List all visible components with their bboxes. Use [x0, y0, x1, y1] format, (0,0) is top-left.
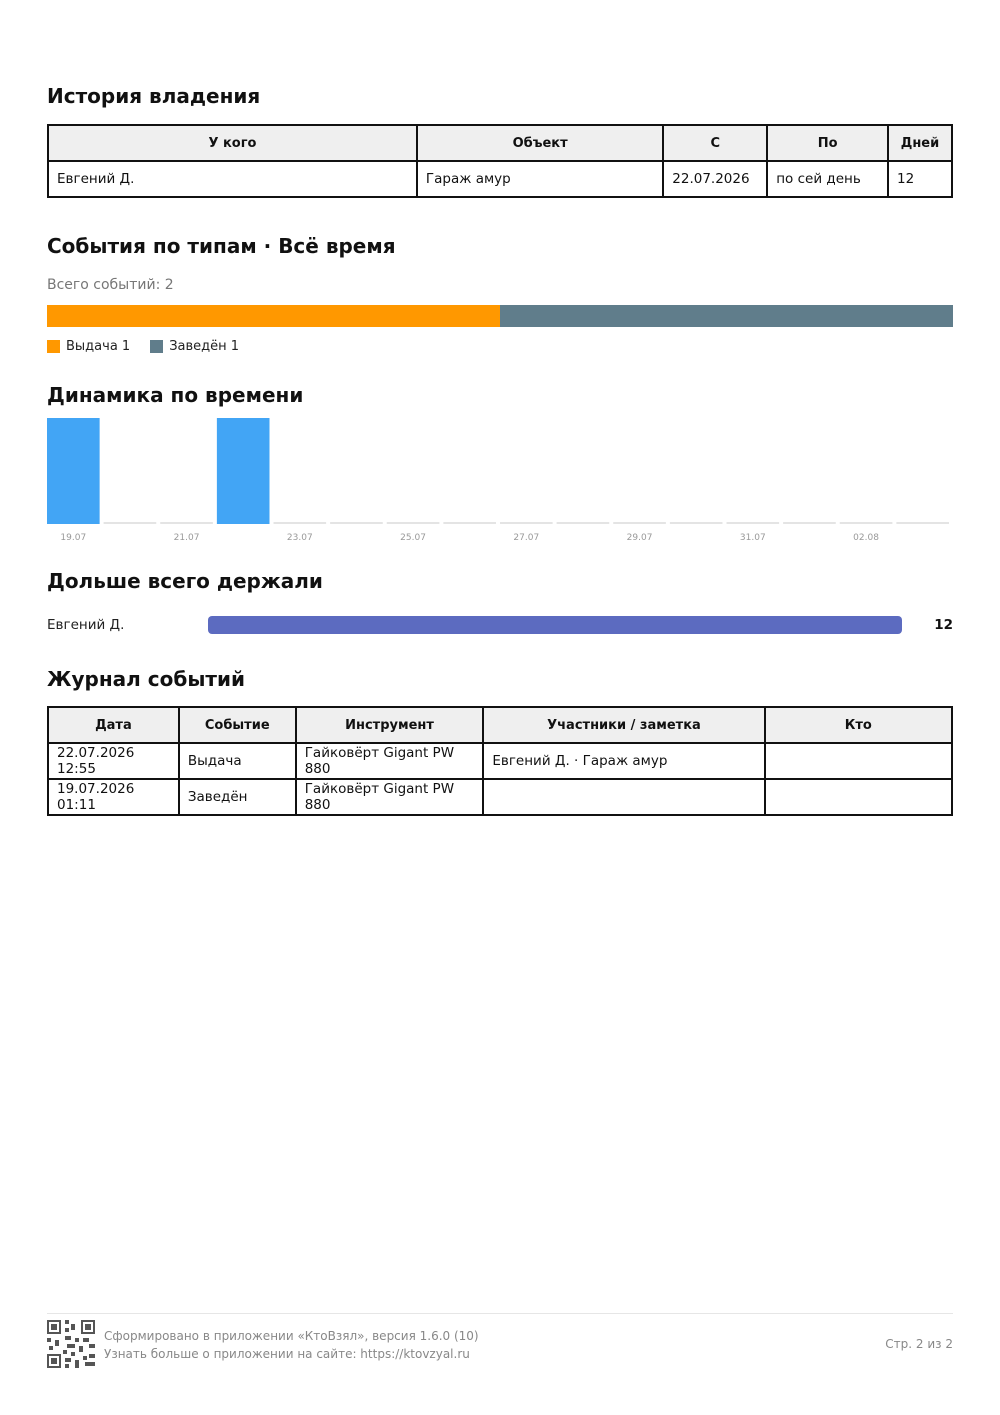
segment-registered — [500, 305, 953, 327]
cell-participants — [483, 779, 764, 815]
timeline-tick-label: 29.07 — [626, 533, 653, 543]
events-by-type-title: События по типам · Всё время — [47, 234, 396, 258]
held-bar-track — [208, 616, 902, 634]
column-header-event: Событие — [179, 707, 296, 743]
timeline-bar-02.08 — [840, 522, 893, 524]
cell-who — [765, 743, 952, 779]
timeline-bar-26.07 — [443, 522, 496, 524]
timeline-bar-21.07 — [160, 522, 213, 524]
timeline-tick-label: 25.07 — [400, 533, 426, 543]
cell-participants: Евгений Д. · Гараж амур — [483, 743, 764, 779]
journal-title: Журнал событий — [47, 667, 246, 691]
events-legend — [47, 339, 239, 354]
legend-label-issue: Выдача 1 — [66, 339, 131, 354]
table-header-row — [48, 707, 952, 743]
timeline-bar-03.08 — [896, 522, 949, 524]
column-header-days: Дней — [888, 125, 952, 161]
timeline-tick-label: 31.07 — [739, 533, 766, 543]
cell-date: 19.07.2026 01:11 — [48, 779, 179, 815]
table-row — [48, 161, 952, 197]
column-header-who: Кто — [765, 707, 952, 743]
table-row — [48, 743, 952, 779]
column-header-from: С — [663, 125, 767, 161]
qr-code-icon — [47, 1320, 95, 1368]
footer-text — [104, 1327, 479, 1363]
timeline-bar-27.07 — [500, 522, 553, 524]
timeline-bar-20.07 — [104, 522, 157, 524]
timeline-bar-23.07 — [274, 522, 327, 524]
ownership-table — [47, 124, 953, 198]
timeline-bar-01.08 — [783, 522, 836, 524]
held-value: 12 — [934, 617, 953, 633]
legend-item-registered — [150, 339, 239, 354]
timeline-tick-label: 02.08 — [853, 533, 879, 543]
column-header-participants: Участники / заметка — [483, 707, 764, 743]
page-number: Стр. 2 из 2 — [885, 1337, 953, 1351]
total-events-label: Всего событий: 2 — [47, 277, 174, 293]
legend-swatch-issue — [47, 340, 60, 353]
cell-to: по сей день — [767, 161, 888, 197]
timeline-bar-29.07 — [613, 522, 666, 524]
timeline-tick-label: 19.07 — [60, 533, 87, 543]
longest-held-title: Дольше всего держали — [47, 569, 323, 593]
cell-who — [765, 779, 952, 815]
footer-website-text: Узнать больше о приложении на сайте: https://ktovzyal.ru — [104, 1347, 470, 1361]
timeline-tick-label: 21.07 — [173, 533, 200, 543]
cell-owner: Евгений Д. — [48, 161, 417, 197]
timeline-bar-24.07 — [330, 522, 383, 524]
cell-event: Выдача — [179, 743, 296, 779]
column-header-tool: Инструмент — [296, 707, 484, 743]
footer-divider — [47, 1313, 953, 1314]
cell-from: 22.07.2026 — [663, 161, 767, 197]
table-header-row — [48, 125, 952, 161]
legend-item-issue — [47, 339, 130, 354]
footer-generated-text: Сформировано в приложении «КтоВзял», версия 1.6.0 (10) — [104, 1329, 479, 1343]
cell-event: Заведён — [179, 779, 296, 815]
legend-swatch-registered — [150, 340, 163, 353]
held-person-name: Евгений Д. — [47, 617, 125, 633]
events-stacked-bar — [47, 305, 953, 327]
cell-tool: Гайковёрт Gigant PW 880 — [296, 779, 484, 815]
held-bar — [208, 616, 902, 634]
timeline-bar-22.07 — [217, 418, 270, 524]
column-header-date: Дата — [48, 707, 179, 743]
timeline-tick-label: 23.07 — [286, 533, 313, 543]
cell-object: Гараж амур — [417, 161, 663, 197]
timeline-bar-30.07 — [670, 522, 723, 524]
table-row — [48, 779, 952, 815]
timeline-tick-label: 27.07 — [513, 533, 540, 543]
timeline-title: Динамика по времени — [47, 383, 304, 407]
ownership-title: История владения — [47, 84, 261, 108]
timeline-bar-31.07 — [727, 522, 780, 524]
column-header-owner: У кого — [48, 125, 417, 161]
timeline-chart — [47, 418, 953, 548]
cell-tool: Гайковёрт Gigant PW 880 — [296, 743, 484, 779]
cell-days: 12 — [888, 161, 952, 197]
segment-issue — [47, 305, 500, 327]
column-header-to: По — [767, 125, 888, 161]
timeline-bar-19.07 — [47, 418, 100, 524]
journal-table — [47, 706, 953, 816]
legend-label-registered: Заведён 1 — [169, 339, 240, 354]
cell-date: 22.07.2026 12:55 — [48, 743, 179, 779]
column-header-object: Объект — [417, 125, 663, 161]
timeline-bar-28.07 — [557, 522, 610, 524]
timeline-bar-25.07 — [387, 522, 440, 524]
